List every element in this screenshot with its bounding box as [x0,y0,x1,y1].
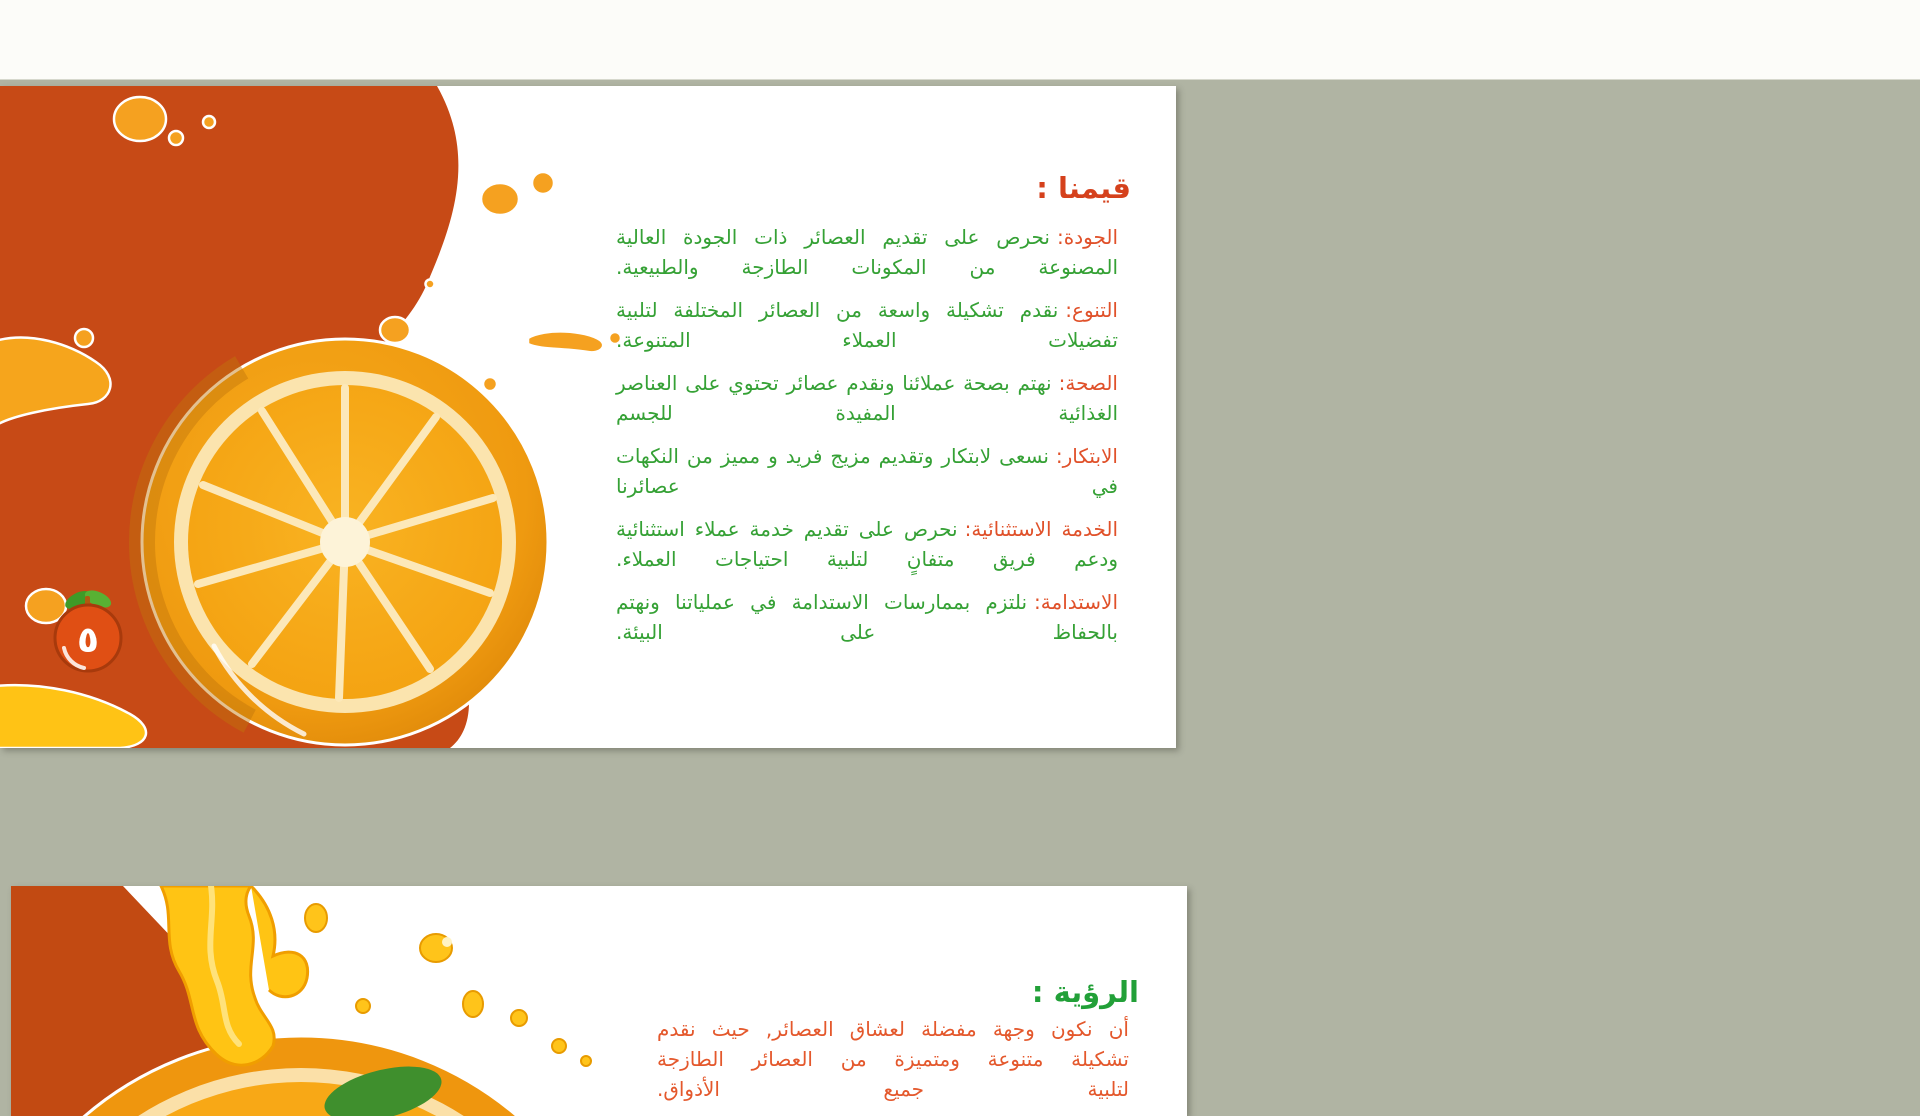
value-label: الصحة: [1058,371,1118,395]
value-text: نسعى لابتكار وتقديم مزيج فريد و مميز من النكهات في عصائرنا [616,444,1118,498]
value-text: نهتم بصحة عملائنا ونقدم عصائر تحتوي على العناصر الغذائية المفيدة للجسم [616,371,1118,425]
value-paragraph [616,441,1118,501]
value-text: نحرص على تقديم العصائر ذات الجودة العالية المصنوعة من المكونات الطازجة والطبيعية. [616,225,1118,279]
vision-text-line: تشكيلة متنوعة ومتميزة من العصائر الطازجة [657,1047,1129,1071]
value-text: نحرص على تقديم خدمة عملاء استثنائية ودعم فريق متفانٍ لتلبية احتياجات العملاء. [616,517,1118,571]
vision-page-title: الرؤية : [1031,975,1139,1010]
top-white-strip [0,0,1920,80]
value-label: الاستدامة: [1034,590,1118,614]
value-paragraph [616,587,1118,647]
vision-text-line: لتلبية جميع الأذواق. [657,1077,1129,1101]
values-paragraph-list [616,222,1118,660]
orange-juice-artwork [0,86,660,748]
value-paragraph [616,368,1118,428]
value-paragraph [616,222,1118,282]
value-label: الخدمة الاستثنائية: [964,517,1118,541]
page-number: ٥ [77,620,99,661]
value-paragraph [616,514,1118,574]
slide-vision-page [11,886,1187,1116]
value-text: نقدم تشكيلة واسعة من العصائر المختلفة لتلبية تفضيلات العملاء المتنوعة. [616,298,1118,352]
value-paragraph [616,295,1118,355]
vision-text-line: أن نكون وجهة مفضلة لعشاق العصائر, حيث نقدم [657,1017,1129,1041]
slide-values-page [0,86,1176,748]
value-label: الابتكار: [1055,444,1118,468]
values-page-title: قيمنا : [1036,171,1131,206]
vision-paragraph [657,1014,1129,1104]
value-label: التنوع: [1065,298,1118,322]
value-text: نلتزم بممارسات الاستدامة في عملياتنا ونهتم بالحفاظ على البيئة. [616,590,1118,644]
value-label: الجودة: [1056,225,1118,249]
